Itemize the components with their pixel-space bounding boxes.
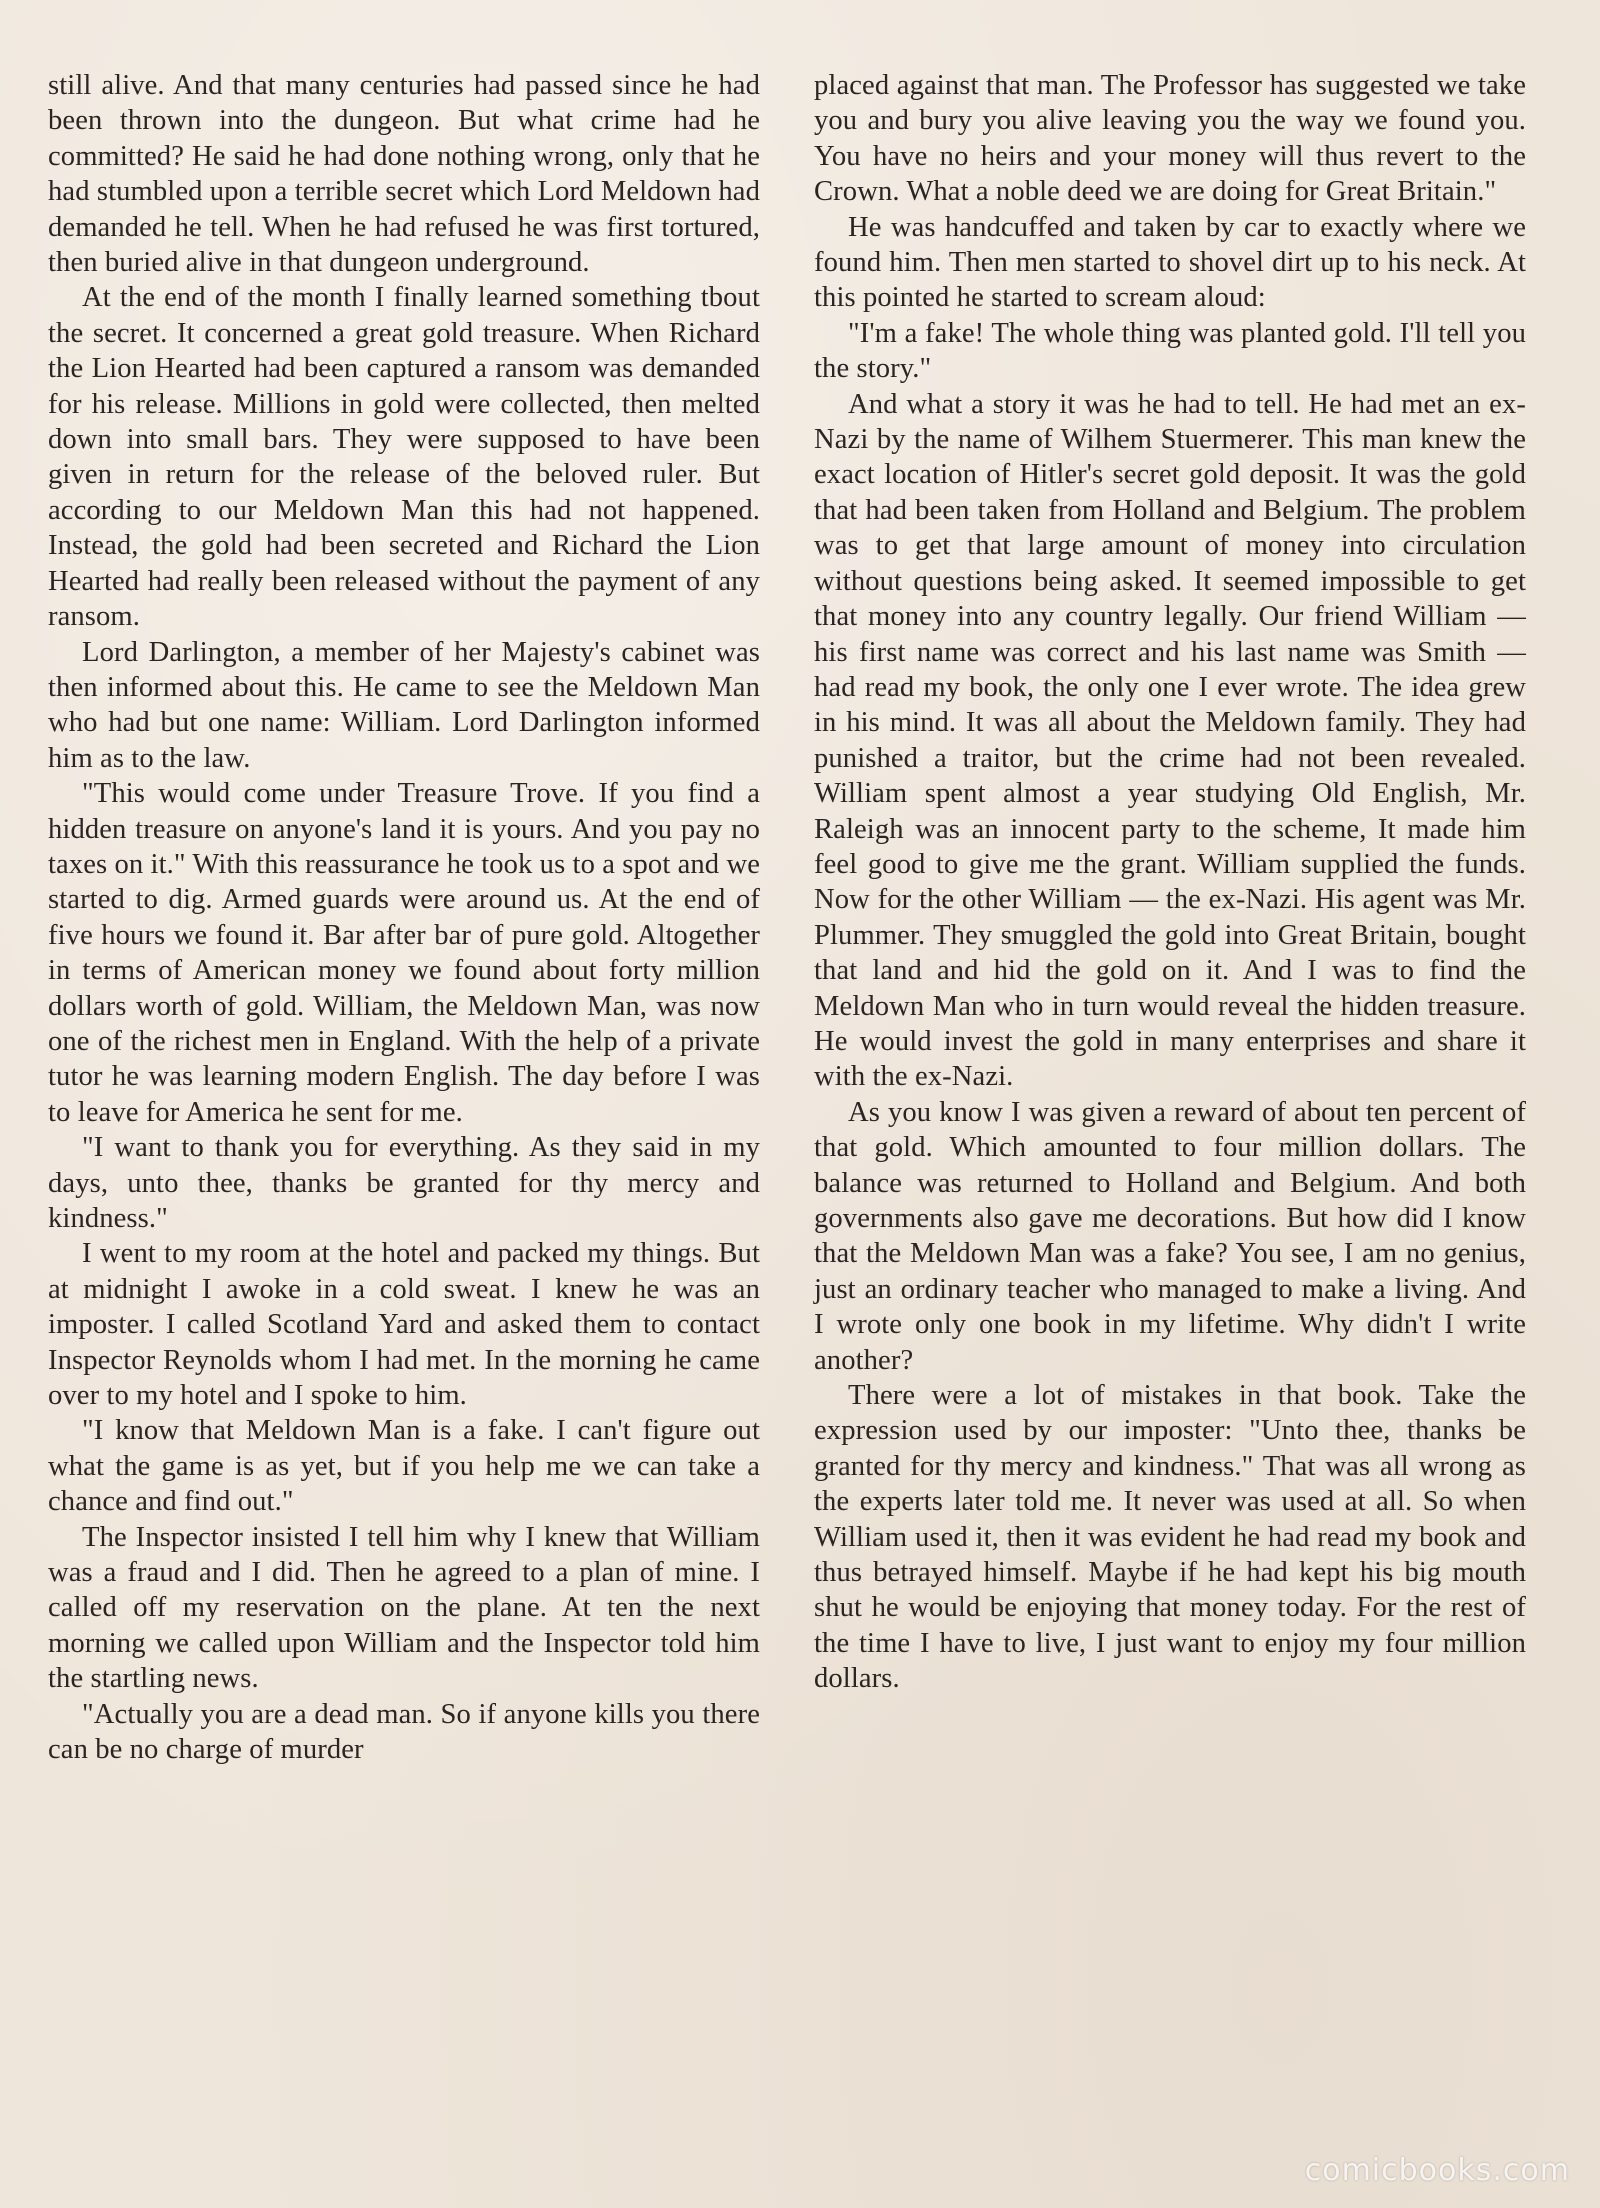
right-column xyxy=(814,68,1526,1697)
paragraph: "I know that Meldown Man is a fake. I can't figure out what the game is as yet, but if you help me we can take a chance and find out." xyxy=(48,1415,760,1518)
paragraph: placed against that man. The Professor has suggested we take you and bury you alive leaving you the way we found you. You have no heirs and your money will thus revert to the Crown. What a noble deed we are doing for Great Britain." xyxy=(814,70,1526,208)
paragraph: "I want to thank you for everything. As they said in my days, unto thee, thanks be granted for thy mercy and kindness." xyxy=(48,1132,760,1234)
paragraph: There were a lot of mistakes in that book. Take the expression used by our imposter: "Unto thee, thanks be granted for thy mercy and kindness." That was all wrong as the experts later told me. It never was used at all. So when William used it, then it was evident he had read my book and thus betrayed himself. Maybe if he had kept his big mouth shut he would be enjoying that money today. For the rest of the time I have to live, I just want to enjoy my four million dollars. xyxy=(814,1380,1526,1695)
paragraph: I went to my room at the hotel and packed my things. But at midnight I awoke in a cold sweat. I knew he was an imposter. I called Scotland Yard and asked them to contact Inspector Reynolds whom I had met. In the morning he came over to my hotel and I spoke to him. xyxy=(48,1238,760,1412)
paragraph: The Inspector insisted I tell him why I knew that William was a fraud and I did. Then he agreed to a plan of mine. I called off my reservation on the plane. At ten the next morning we called upon William and the Inspector told him the startling news. xyxy=(48,1521,760,1695)
paragraph: "Actually you are a dead man. So if anyone kills you there can be no charge of murder xyxy=(48,1698,760,1766)
paragraph: At the end of the month I finally learned something tbout the secret. It concerned a great gold treasure. When Richard the Lion Hearted had been captured a ransom was demanded for his release. Millions in gold were collected, then melted down into small bars. They were supposed to have been given in return for the release of the beloved ruler. But according to our Meldown Man this had not happened. Instead, the gold had been secreted and Richard the Lion Hearted had really been released without the payment of any ransom. xyxy=(48,282,760,633)
left-column xyxy=(48,68,760,1768)
paragraph: And what a story it was he had to tell. He had met an ex-Nazi by the name of Wilhem Stuermerer. This man knew the exact location of Hitler's secret gold deposit. It was the gold that had been taken from Holland and Belgium. The problem was to get that large amount of money into circulation without questions being asked. It seemed impossible to get that money into any country legally. Our friend William — his first name was correct and his last name was Smith — had read my book, the only one I ever wrote. The idea grew in his mind. It was all about the Meldown family. They had punished a traitor, but the crime had not been revealed. William spent almost a year studying Old English, Mr. Raleigh was an innocent party to the scheme, It made him feel good to give me the grant. William supplied the funds. Now for the other William — the ex-Nazi. His agent was Mr. Plummer. They smuggled the gold into Great Britain, bought that land and hid the gold on it. And I was to find the Meldown Man who in turn would reveal the hidden treasure. He would invest the gold in many enterprises and share it with the ex-Nazi. xyxy=(814,388,1526,1093)
paragraph: still alive. And that many centuries had passed since he had been thrown into the dungeon. But what crime had he committed? He said he had done nothing wrong, only that he had stumbled upon a terrible secret which Lord Meldown had demanded he tell. When he had refused he was first tortured, then buried alive in that dungeon underground. xyxy=(48,70,760,279)
watermark: comicbooks.com xyxy=(1304,2153,1570,2188)
paragraph: "I'm a fake! The whole thing was planted gold. I'll tell you the story." xyxy=(814,317,1526,385)
paragraph: "This would come under Treasure Trove. If you find a hidden treasure on anyone's land it is yours. And you pay no taxes on it." With this reassurance he took us to a spot and we started to dig. Armed guards were around us. At the end of five hours we found it. Bar after bar of pure gold. Altogether in terms of American money we found about forty million dollars worth of gold. William, the Meldown Man, was now one of the richest men in England. With the help of a private tutor he was learning modern English. The day before I was to leave for America he sent for me. xyxy=(48,778,760,1128)
paragraph: As you know I was given a reward of about ten percent of that gold. Which amounted to four million dollars. The balance was returned to Holland and Belgium. And both governments also gave me decorations. But how did I know that the Meldown Man was a fake? You see, I am no genius, just an ordinary teacher who managed to make a living. And I wrote only one book in my lifetime. Why didn't I write another? xyxy=(814,1096,1526,1376)
paragraph: He was handcuffed and taken by car to exactly where we found him. Then men started to shovel dirt up to his neck. At this pointed he started to scream aloud: xyxy=(814,211,1526,314)
paragraph: Lord Darlington, a member of her Majesty's cabinet was then informed about this. He came to see the Meldown Man who had but one name: William. Lord Darlington informed him as to the law. xyxy=(48,636,760,774)
